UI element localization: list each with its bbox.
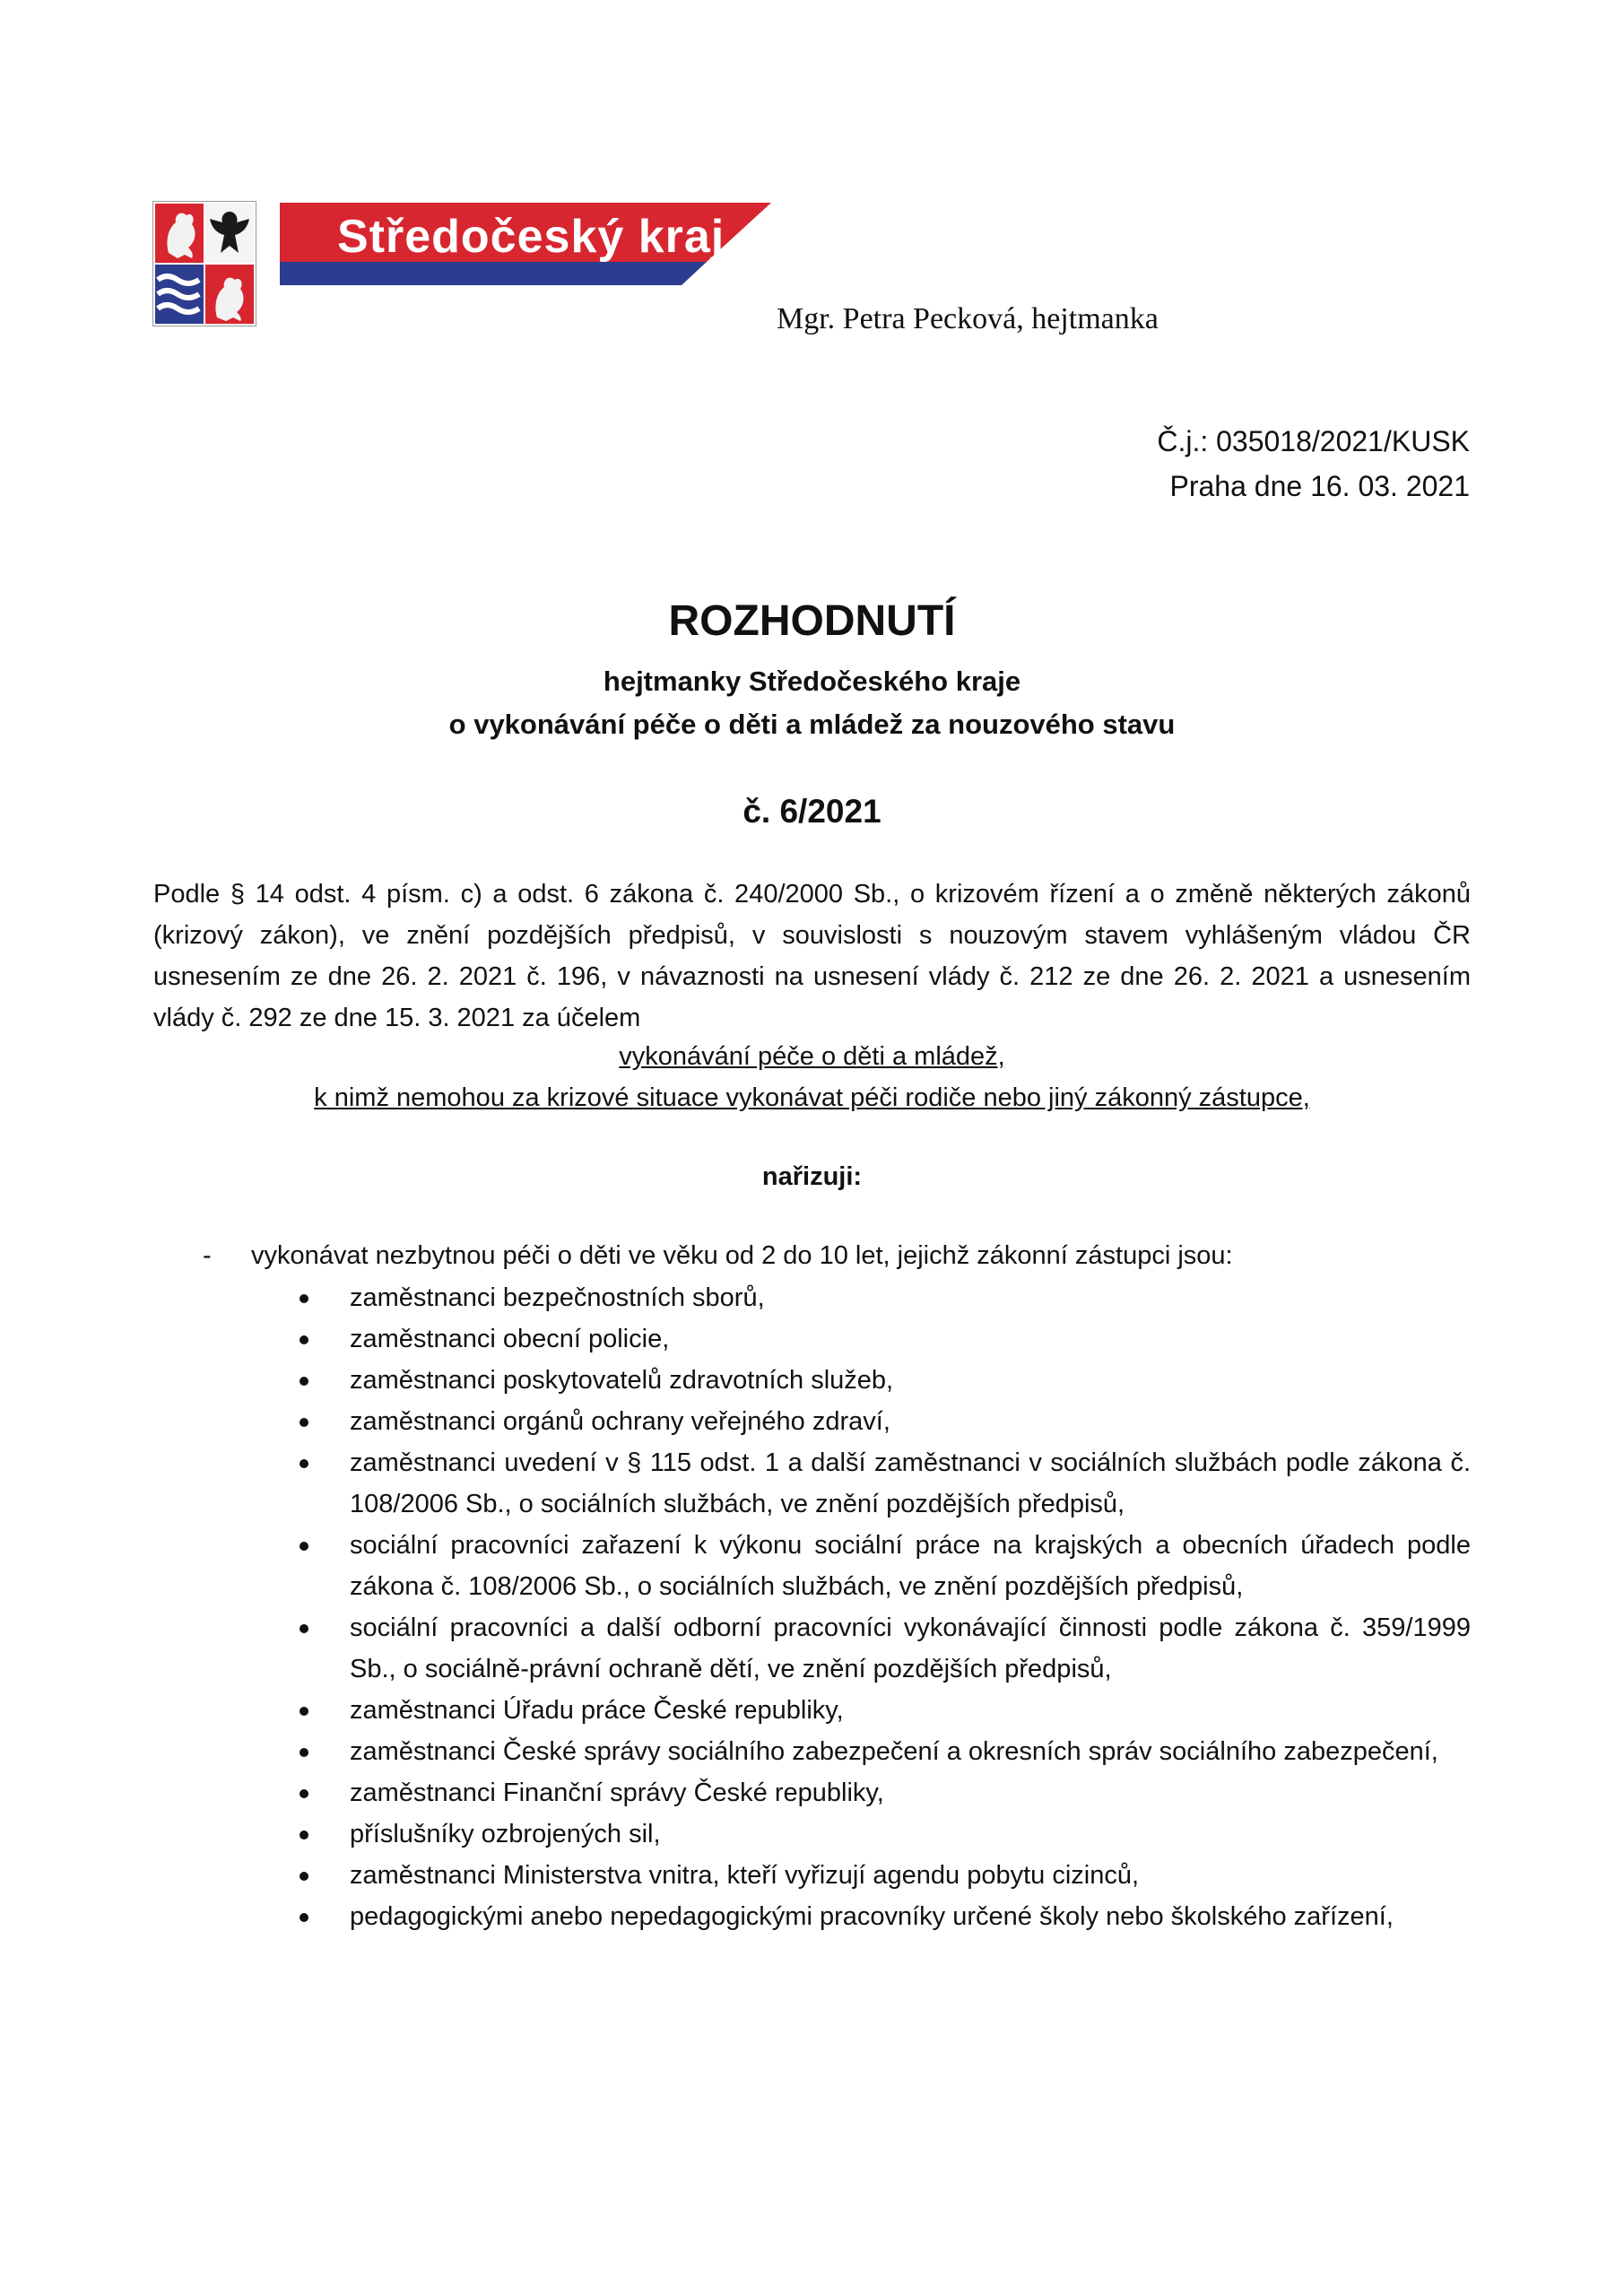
order-heading: nařizuji: <box>761 1162 863 1191</box>
logo-text: Středočeský kraj <box>337 211 725 263</box>
list-item-text: pedagogickými anebo nepedagogickými pracovníky určené školy nebo školského zařízení, <box>350 1902 1394 1931</box>
list-item-text: zaměstnanci České správy sociálního zabezpečení a okresních správ sociálního zabezpečení, <box>350 1737 1438 1766</box>
coat-of-arms-icon <box>152 201 256 326</box>
bullet-icon <box>300 1913 308 1922</box>
document-subtitle: o vykonávání péče o děti a mládež za nouzového stavu <box>448 709 1176 740</box>
list-item-text: zaměstnanci poskytovatelů zdravotních služeb, <box>350 1366 894 1395</box>
list-item <box>300 1731 1471 1772</box>
bullet-list <box>300 1277 1471 1937</box>
list-item <box>300 1442 1471 1525</box>
list-item-text: zaměstnanci Finanční správy České republiky, <box>350 1779 884 1807</box>
signatory: Mgr. Petra Pecková, hejtmanka <box>777 302 1159 335</box>
list-item-text: zaměstnanci bezpečnostních sborů, <box>350 1283 765 1312</box>
bullet-icon <box>300 1335 308 1344</box>
list-item <box>300 1896 1471 1937</box>
list-item <box>300 1813 1471 1855</box>
list-item <box>300 1277 1471 1318</box>
bullet-icon <box>300 1748 308 1757</box>
main-list-item: vykonávat nezbytnou péči o děti ve věku od 2 do 10 let, jejichž zákonní zástupci jsou: <box>251 1241 1233 1270</box>
list-item-text: příslušníky ozbrojených sil, <box>350 1820 661 1848</box>
list-item-text: sociální pracovníci a další odborní pracovníci vykonávající činnosti podle zákona č. 359/1999 Sb., o sociálně-právní ochraně dětí, ve znění pozdějších předpisů, <box>350 1613 1471 1683</box>
bullet-icon <box>300 1542 308 1551</box>
list-item-text: zaměstnanci obecní policie, <box>350 1325 670 1353</box>
list-item <box>300 1360 1471 1401</box>
list-item <box>300 1401 1471 1442</box>
bullet-icon <box>300 1418 308 1427</box>
bullet-icon <box>300 1872 308 1881</box>
bullet-icon <box>300 1294 308 1303</box>
document-title: ROZHODNUTÍ <box>668 597 956 645</box>
list-dash: - <box>203 1241 212 1270</box>
list-item-text: zaměstnanci orgánů ochrany veřejného zdraví, <box>350 1407 890 1436</box>
purpose-line: vykonávání péče o děti a mládež, <box>619 1042 1005 1071</box>
list-item <box>300 1690 1471 1731</box>
bullet-icon <box>300 1377 308 1386</box>
list-item-text: sociální pracovníci zařazení k výkonu sociální práce na krajských a obecních úřadech podle zákona č. 108/2006 Sb., o sociálních službách, ve znění pozdějších předpisů, <box>350 1531 1471 1601</box>
document-number: č. 6/2021 <box>743 793 881 830</box>
list-item <box>300 1318 1471 1360</box>
bullet-icon <box>300 1831 308 1839</box>
list-item-text: zaměstnanci Ministerstva vnitra, kteří vyřizují agendu pobytu cizinců, <box>350 1861 1140 1890</box>
list-item-text: zaměstnanci uvedení v § 115 odst. 1 a další zaměstnanci v sociálních službách podle zákona č. 108/2006 Sb., o sociálních službách, ve znění pozdějších předpisů, <box>350 1448 1471 1518</box>
list-item-text: zaměstnanci Úřadu práce České republiky, <box>350 1696 844 1725</box>
bullet-icon <box>300 1624 308 1633</box>
list-item <box>300 1525 1471 1607</box>
list-item <box>300 1772 1471 1813</box>
intro-paragraph: Podle § 14 odst. 4 písm. c) a odst. 6 zákona č. 240/2000 Sb., o krizovém řízení a o změně některých zákonů (krizový zákon), ve znění pozdějších předpisů, v souvislosti s nouzovým stavem vyhlášeným vládou ČR usnesením ze dne 26. 2. 2021 č. 196, v návaznosti na usnesení vlády č. 212 ze dne 26. 2. 2021 a usnesením vlády č. 292 ze dne 15. 3. 2021 za účelem <box>153 880 1471 1032</box>
reference-date: Praha dne 16. 03. 2021 <box>1169 470 1470 502</box>
purpose-line: k nimž nemohou za krizové situace vykonávat péči rodiče nebo jiný zákonný zástupce, <box>314 1083 1310 1112</box>
reference-number: Č.j.: 035018/2021/KUSK <box>1157 425 1470 457</box>
bullet-icon <box>300 1789 308 1798</box>
bullet-icon <box>300 1459 308 1468</box>
list-item <box>300 1855 1471 1896</box>
document-subtitle: hejtmanky Středočeského kraje <box>603 665 1021 697</box>
bullet-icon <box>300 1707 308 1716</box>
list-item <box>300 1607 1471 1690</box>
